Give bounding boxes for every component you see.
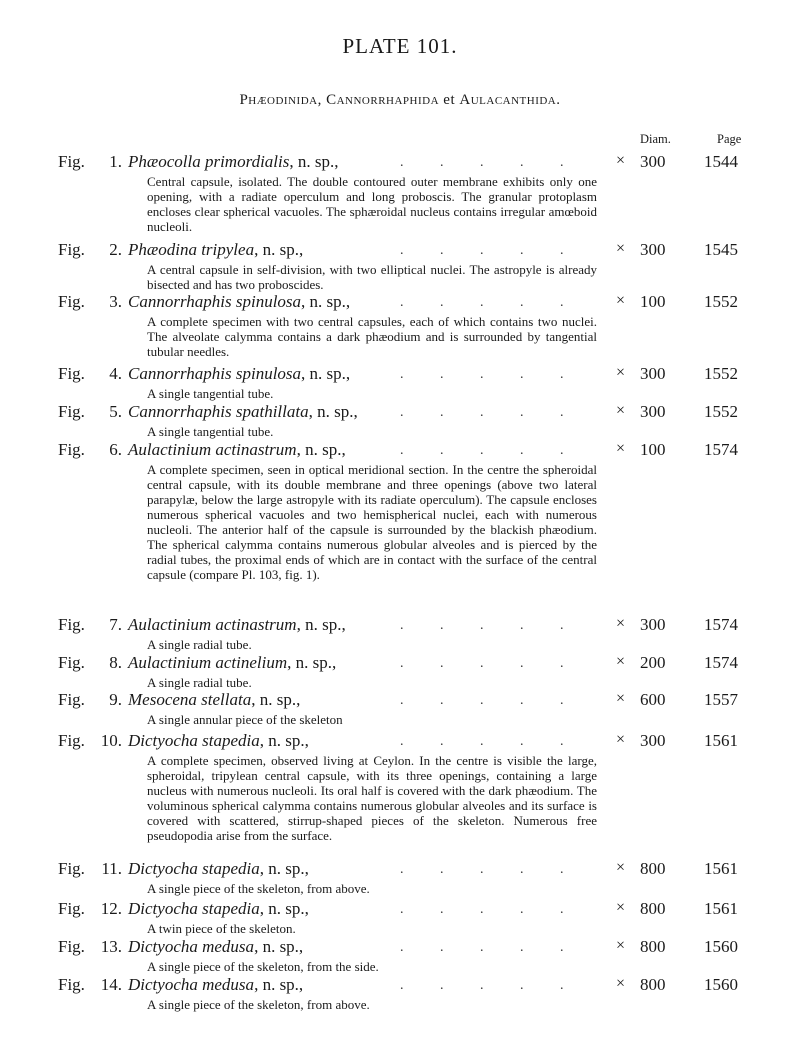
species-suffix: , n. sp.,: [296, 440, 346, 459]
page-number: 1545: [704, 240, 738, 259]
diameter-value: 600: [640, 690, 666, 709]
leader-dots: . . . . .: [400, 693, 564, 708]
figure-entry: [0, 364, 800, 401]
figure-entry: [0, 731, 800, 843]
leader-dots: . . . . .: [400, 618, 564, 633]
species-suffix: , n. sp.,: [301, 292, 351, 311]
figure-heading: [0, 292, 800, 314]
diameter-value: 300: [640, 152, 666, 171]
magnification-sign: ×: [616, 292, 626, 309]
species-suffix: , n. sp.,: [254, 240, 304, 259]
species-italic: Cannorrhaphis spinulosa: [128, 292, 302, 311]
species-name: [128, 653, 336, 673]
species-suffix: , n. sp.,: [287, 653, 337, 672]
figure-label: Fig.: [58, 152, 85, 171]
figure-description: A single tangential tube.: [147, 424, 274, 439]
leader-dots: . . . . .: [400, 656, 564, 671]
figure-entry: [0, 615, 800, 652]
species-italic: Aulactinium actinastrum: [128, 615, 297, 634]
species-name: [128, 615, 346, 635]
figure-label: Fig.: [58, 899, 85, 918]
species-name: [128, 975, 303, 995]
figure-label: Fig.: [58, 440, 85, 459]
page-number: 1544: [704, 152, 738, 171]
page-number: 1560: [704, 937, 738, 956]
diameter-value: 800: [640, 899, 666, 918]
species-suffix: , n. sp.,: [301, 364, 351, 383]
magnification-sign: ×: [616, 859, 626, 876]
magnification-sign: ×: [616, 653, 626, 670]
figure-label: Fig.: [58, 615, 85, 634]
species-italic: Dictyocha stapedia: [128, 731, 260, 750]
figure-heading: [0, 440, 800, 462]
magnification-sign: ×: [616, 937, 626, 954]
species-suffix: , n. sp.,: [259, 859, 309, 878]
magnification-sign: ×: [616, 690, 626, 707]
figure-label: Fig.: [58, 731, 85, 750]
page-number: 1552: [704, 402, 738, 421]
diameter-value: 800: [640, 859, 666, 878]
page-number: 1574: [704, 653, 738, 672]
leader-dots: . . . . .: [400, 443, 564, 458]
species-italic: Aulactinium actinastrum: [128, 440, 297, 459]
species-italic: Cannorrhaphis spinulosa: [128, 364, 302, 383]
figure-heading: [0, 152, 800, 174]
figure-description: Central capsule, isolated. The double contoured outer membrane exhibits only one opening, with a radiate operculum and long proboscis. The granular protoplasm encloses clear spherical vacuoles. The sphæroidal nucleus contains irregular amœboid nucleoli.: [147, 174, 597, 234]
species-suffix: , n. sp.,: [259, 899, 309, 918]
figure-description: A single piece of the skeleton, from the side.: [147, 959, 379, 974]
diameter-value: 800: [640, 937, 666, 956]
species-italic: Aulactinium actinelium: [128, 653, 288, 672]
figure-description: A central capsule in self-division, with two elliptical nuclei. The astropyle is already bisected and has two proboscides.: [147, 262, 597, 292]
figure-number: 1.: [109, 152, 122, 171]
leader-dots: . . . . .: [400, 734, 564, 749]
figure-number: 5.: [109, 402, 122, 421]
figure-entry: [0, 937, 800, 974]
plate-subtitle: [0, 92, 800, 109]
subtitle-part-2: Aulacanthida.: [459, 92, 561, 108]
figure-heading: [0, 240, 800, 262]
leader-dots: . . . . .: [400, 295, 564, 310]
figure-description: A single annular piece of the skeleton: [147, 712, 343, 727]
figure-heading: [0, 402, 800, 424]
diameter-value: 300: [640, 731, 666, 750]
species-suffix: , n. sp.,: [254, 937, 304, 956]
figure-label: Fig.: [58, 653, 85, 672]
magnification-sign: ×: [616, 615, 626, 632]
figure-heading: [0, 937, 800, 959]
figure-label: Fig.: [58, 859, 85, 878]
figure-number: 9.: [109, 690, 122, 709]
figure-entry: [0, 859, 800, 896]
figure-number: 13.: [100, 937, 122, 956]
species-name: [128, 440, 346, 460]
figure-heading: [0, 364, 800, 386]
figure-heading: [0, 859, 800, 881]
species-italic: Dictyocha medusa: [128, 975, 255, 994]
page-number: 1561: [704, 859, 738, 878]
figure-number: 3.: [109, 292, 122, 311]
leader-dots: . . . . .: [400, 243, 564, 258]
species-suffix: , n. sp.,: [254, 975, 304, 994]
subtitle-part-1: Phæodinida, Cannorrhaphida: [239, 92, 440, 108]
figure-number: 10.: [100, 731, 122, 750]
figure-entry: [0, 402, 800, 439]
species-italic: Mesocena stellata: [128, 690, 252, 709]
plate-title: PLATE 101.: [342, 34, 458, 58]
species-name: [128, 402, 358, 422]
species-name: [128, 731, 309, 751]
figure-description: A single radial tube.: [147, 637, 252, 652]
species-italic: Dictyocha medusa: [128, 937, 255, 956]
species-suffix: , n. sp.,: [308, 402, 358, 421]
figure-entry: [0, 292, 800, 359]
leader-dots: . . . . .: [400, 902, 564, 917]
column-header-diam: Diam.: [640, 132, 671, 146]
species-suffix: , n. sp.,: [296, 615, 346, 634]
figure-heading: [0, 615, 800, 637]
leader-dots: . . . . .: [400, 155, 564, 170]
diameter-value: 200: [640, 653, 666, 672]
magnification-sign: ×: [616, 152, 626, 169]
figure-entry: [0, 240, 800, 292]
magnification-sign: ×: [616, 975, 626, 992]
species-name: [128, 690, 300, 710]
species-name: [128, 937, 303, 957]
species-italic: Phæodina tripylea: [128, 240, 255, 259]
figure-description: A complete specimen, seen in optical meridional section. In the centre the spheroidal central capsule, with its double membrane and three openings (above two lateral parapylæ, below the large astropyle with its radiate operculum). The capsule encloses numerous spherical vacuoles and two hemispherical nuclei, each with numerous nucleoli. The anterior half of the capsule is surrounded by the blackish phæodium. The spherical calymma contains numerous globular alveoles and is pierced by the radial tubes, the proximal ends of which are in contact with the surface of the central capsule (compare Pl. 103, fig. 1).: [147, 462, 597, 582]
diameter-value: 300: [640, 364, 666, 383]
figure-entry: [0, 152, 800, 234]
figure-description: A complete specimen, observed living at Ceylon. In the centre is visible the large, spheroidal, tripylean central capsule, with its three openings, containing a large nucleus with numerous nucleoli. Its oral half is covered with the dark phæodium. The voluminous spherical calymma contains numerous globular alveoles and its surface is covered with scattered, stirrup-shaped pieces of the skeleton. Numerous free pseudopodia arise from the surface.: [147, 753, 597, 843]
species-italic: Dictyocha stapedia: [128, 899, 260, 918]
species-italic: Phæocolla primordialis: [128, 152, 290, 171]
figure-description: A single radial tube.: [147, 675, 252, 690]
page-number: 1552: [704, 292, 738, 311]
figure-description: A single tangential tube.: [147, 386, 274, 401]
leader-dots: . . . . .: [400, 367, 564, 382]
page-number: 1574: [704, 440, 738, 459]
figure-number: 12.: [100, 899, 122, 918]
figure-heading: [0, 899, 800, 921]
figure-entry: [0, 690, 800, 727]
figure-label: Fig.: [58, 690, 85, 709]
figure-description: A single piece of the skeleton, from above.: [147, 881, 370, 896]
subtitle-et: et: [439, 92, 460, 108]
figure-number: 6.: [109, 440, 122, 459]
figure-number: 8.: [109, 653, 122, 672]
figure-description: A single piece of the skeleton, from above.: [147, 997, 370, 1012]
figure-label: Fig.: [58, 937, 85, 956]
figure-number: 7.: [109, 615, 122, 634]
figure-label: Fig.: [58, 975, 85, 994]
figure-entry: [0, 653, 800, 690]
figure-number: 14.: [100, 975, 122, 994]
figure-entry: [0, 440, 800, 582]
species-suffix: , n. sp.,: [259, 731, 309, 750]
species-name: [128, 240, 303, 260]
leader-dots: . . . . .: [400, 405, 564, 420]
column-header-page: Page: [717, 132, 742, 146]
diameter-value: 100: [640, 292, 666, 311]
species-italic: Cannorrhaphis spathillata: [128, 402, 309, 421]
figure-heading: [0, 975, 800, 997]
species-italic: Dictyocha stapedia: [128, 859, 260, 878]
page-number: 1560: [704, 975, 738, 994]
leader-dots: . . . . .: [400, 978, 564, 993]
species-name: [128, 899, 309, 919]
magnification-sign: ×: [616, 364, 626, 381]
figure-label: Fig.: [58, 402, 85, 421]
leader-dots: . . . . .: [400, 862, 564, 877]
diameter-value: 100: [640, 440, 666, 459]
diameter-value: 300: [640, 615, 666, 634]
figure-heading: [0, 690, 800, 712]
figure-label: Fig.: [58, 240, 85, 259]
diameter-value: 800: [640, 975, 666, 994]
page-number: 1561: [704, 899, 738, 918]
species-suffix: , n. sp.,: [251, 690, 301, 709]
figure-description: A complete specimen with two central capsules, each of which contains two nuclei. The alveolate calymma contains a dark phæodium and is surrounded by tangential tubular needles.: [147, 314, 597, 359]
page-number: 1552: [704, 364, 738, 383]
magnification-sign: ×: [616, 240, 626, 257]
figure-label: Fig.: [58, 292, 85, 311]
magnification-sign: ×: [616, 402, 626, 419]
page-number: 1561: [704, 731, 738, 750]
magnification-sign: ×: [616, 440, 626, 457]
figure-heading: [0, 653, 800, 675]
figure-number: 11.: [101, 859, 122, 878]
page-number: 1574: [704, 615, 738, 634]
figure-entry: [0, 975, 800, 1012]
figure-entry: [0, 899, 800, 936]
figure-description: A twin piece of the skeleton.: [147, 921, 296, 936]
species-suffix: , n. sp.,: [289, 152, 339, 171]
species-name: [128, 364, 350, 384]
figure-number: 4.: [109, 364, 122, 383]
figure-number: 2.: [109, 240, 122, 259]
diameter-value: 300: [640, 240, 666, 259]
species-name: [128, 859, 309, 879]
magnification-sign: ×: [616, 731, 626, 748]
magnification-sign: ×: [616, 899, 626, 916]
figure-heading: [0, 731, 800, 753]
species-name: [128, 292, 350, 312]
diameter-value: 300: [640, 402, 666, 421]
figure-label: Fig.: [58, 364, 85, 383]
species-name: [128, 152, 338, 172]
page-number: 1557: [704, 690, 738, 709]
leader-dots: . . . . .: [400, 940, 564, 955]
